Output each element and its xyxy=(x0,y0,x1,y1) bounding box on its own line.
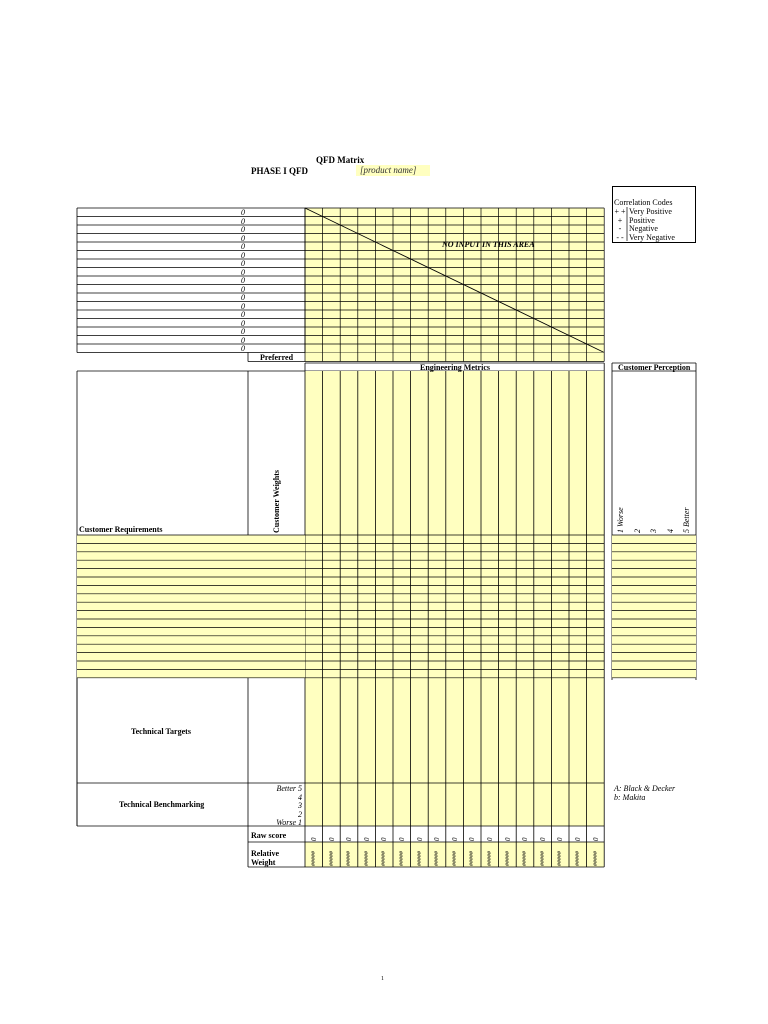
benchmark-scale-label: 4 xyxy=(298,792,302,802)
raw-score-value: 0 xyxy=(310,837,318,841)
correlation-codes-title: Correlation Codes xyxy=(614,198,673,207)
correlation-symbol: + + xyxy=(614,207,626,216)
benchmark-scale-label: Worse 1 xyxy=(276,818,302,827)
roof-row-value: 0 xyxy=(241,318,245,328)
correlation-label: Positive xyxy=(629,215,655,225)
raw-score-value: 0 xyxy=(345,837,354,841)
raw-score-value: 0 xyxy=(415,837,424,841)
correlation-symbol: - xyxy=(618,224,622,233)
relative-weight-value: ##### xyxy=(311,851,317,866)
roof-row-value: 0 xyxy=(241,208,245,217)
raw-score-value: 0 xyxy=(574,837,582,841)
roof-row-value: 0 xyxy=(241,250,245,260)
roof-row-value: 0 xyxy=(241,276,245,285)
roof-row-value: 0 xyxy=(241,301,245,311)
relative-weight-value: ##### xyxy=(557,851,564,866)
roof-row-value: 0 xyxy=(241,327,245,336)
correlation-label: Negative xyxy=(629,224,658,233)
page-title: QFD Matrix xyxy=(316,155,365,165)
relative-weight-value: ##### xyxy=(469,851,476,866)
correlation-label: Very Negative xyxy=(629,232,675,242)
metrics-fill xyxy=(305,371,604,826)
benchmark-scale-label: 2 xyxy=(298,809,302,819)
relative-weight-value: ##### xyxy=(434,851,441,866)
weights-fill xyxy=(248,535,305,678)
page-number: 1 xyxy=(381,976,384,982)
benchmark-legend-a: A: Black & Decker xyxy=(614,784,676,793)
perception-scale-label: 3 xyxy=(649,529,658,533)
relative-weight-value: ##### xyxy=(575,851,581,866)
customer-weights-label: Customer Weights xyxy=(272,469,281,533)
relative-weight-value: ##### xyxy=(592,851,599,866)
preferred-fill xyxy=(305,353,604,362)
relative-weight-value: ##### xyxy=(381,851,388,866)
relative-weight-value: ##### xyxy=(328,851,335,866)
perception-fill xyxy=(612,535,696,678)
relative-weight-label: Relative Weight xyxy=(251,849,279,867)
raw-score-label: Raw score xyxy=(251,831,287,840)
relative-weight-value: ##### xyxy=(416,851,423,866)
roof-row-value: 0 xyxy=(241,216,245,226)
roof-row-value: 0 xyxy=(241,225,245,234)
raw-score-value: 0 xyxy=(486,837,494,841)
correlation-label: Very Positive xyxy=(629,207,672,216)
roof-row-value: 0 xyxy=(241,267,245,277)
relative-weight-value: ##### xyxy=(504,851,511,866)
raw-score-value: 0 xyxy=(538,837,547,841)
relative-weight-value: ##### xyxy=(539,851,546,866)
engineering-metrics-label: Engineering Metrics xyxy=(420,363,490,372)
raw-score-value: 0 xyxy=(556,837,565,841)
perception-scale-label: 1 Worse xyxy=(616,507,625,533)
roof-row-value: 0 xyxy=(241,335,245,345)
benchmark-legend-b: b: Makita xyxy=(614,793,646,802)
raw-score-value: 0 xyxy=(380,837,389,841)
raw-score-value: 0 xyxy=(468,837,477,841)
relative-weight-value: ##### xyxy=(522,851,529,866)
phase-label: PHASE I QFD xyxy=(251,166,309,176)
roof-row-value: 0 xyxy=(241,310,245,319)
relative-weight-value: ##### xyxy=(363,851,370,866)
raw-score-value: 0 xyxy=(327,837,336,841)
perception-scale-label: 2 xyxy=(632,529,642,533)
technical-targets-label: Technical Targets xyxy=(131,727,191,736)
relative-weight-value: ##### xyxy=(346,851,353,866)
raw-score-value: 0 xyxy=(362,837,371,841)
product-name-field[interactable]: [product name] xyxy=(356,165,430,176)
perception-scale-label: 4 xyxy=(665,529,675,533)
raw-score-value: 0 xyxy=(398,837,406,841)
roof-row-value: 0 xyxy=(241,284,245,294)
roof-row-value: 0 xyxy=(241,344,245,353)
correlation-symbol: - - xyxy=(616,232,624,242)
raw-score-value: 0 xyxy=(433,837,442,841)
benchmark-scale-label: 3 xyxy=(298,801,302,810)
relative-weight-value: ##### xyxy=(451,851,458,866)
correlation-symbol: + xyxy=(617,215,623,225)
raw-score-value: 0 xyxy=(591,837,600,841)
technical-benchmarking-label: Technical Benchmarking xyxy=(119,800,205,809)
customer-perception-label: Customer Perception xyxy=(618,363,691,372)
raw-score-value: 0 xyxy=(450,837,459,841)
preferred-label: Preferred xyxy=(260,353,294,362)
roof-row-value: 0 xyxy=(241,293,245,302)
no-input-note: NO INPUT IN THIS AREA xyxy=(442,240,535,249)
raw-score-value: 0 xyxy=(503,837,512,841)
benchmark-scale-label: Better 5 xyxy=(276,784,302,793)
roof-row-value: 0 xyxy=(241,233,245,243)
customer-requirements-label: Customer Requirements xyxy=(79,525,163,534)
relative-weight-value: ##### xyxy=(399,851,405,866)
raw-score-value: 0 xyxy=(521,837,530,841)
perception-scale-label: 5 Better xyxy=(682,507,691,533)
roof-row-value: 0 xyxy=(241,242,245,251)
roof-row-value: 0 xyxy=(241,259,245,268)
requirements-fill xyxy=(77,535,248,678)
relative-weight-value: ##### xyxy=(487,851,493,866)
